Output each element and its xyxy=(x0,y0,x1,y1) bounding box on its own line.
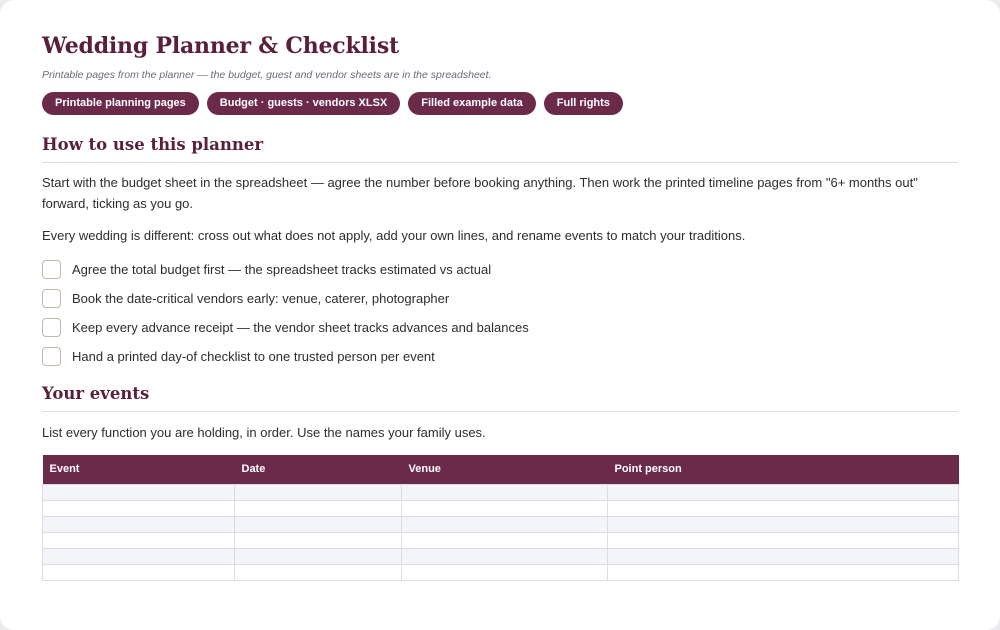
table-cell[interactable] xyxy=(235,532,402,548)
table-row xyxy=(43,564,959,580)
checklist-item-label: Keep every advance receipt — the vendor sheet tracks advances and balances xyxy=(72,320,529,335)
checklist-item-label: Book the date-critical vendors early: venue, caterer, photographer xyxy=(72,291,450,306)
page-title: Wedding Planner & Checklist xyxy=(42,33,399,59)
table-cell[interactable] xyxy=(402,564,608,580)
checkbox[interactable] xyxy=(42,260,61,279)
table-cell[interactable] xyxy=(235,516,402,532)
table-header-row xyxy=(43,455,959,484)
events-intro: List every function you are holding, in order. Use the names your family uses. xyxy=(42,425,486,440)
table-cell[interactable] xyxy=(608,484,959,500)
checkbox[interactable] xyxy=(42,347,61,366)
page-subtitle: Printable pages from the planner — the budget, guest and vendor sheets are in the spreadsheet. xyxy=(42,69,492,81)
tag-list xyxy=(42,92,958,115)
table-row xyxy=(43,500,959,516)
table-cell[interactable] xyxy=(608,564,959,580)
checkbox[interactable] xyxy=(42,289,61,308)
column-header-date: Date xyxy=(235,455,402,484)
checklist xyxy=(42,255,958,371)
tag-printable-pages: Printable planning pages xyxy=(42,92,199,115)
table-cell[interactable] xyxy=(235,484,402,500)
table-row xyxy=(43,548,959,564)
column-header-point-person: Point person xyxy=(608,455,959,484)
table-cell[interactable] xyxy=(402,484,608,500)
events-heading: Your events xyxy=(42,383,958,412)
table-cell[interactable] xyxy=(235,548,402,564)
column-header-event: Event xyxy=(43,455,235,484)
table-cell[interactable] xyxy=(402,532,608,548)
table-row xyxy=(43,532,959,548)
table-cell[interactable] xyxy=(43,516,235,532)
checklist-item xyxy=(42,255,958,284)
table-row xyxy=(43,516,959,532)
table-cell[interactable] xyxy=(235,564,402,580)
table-cell[interactable] xyxy=(402,516,608,532)
tag-budget-xlsx: Budget · guests · vendors XLSX xyxy=(207,92,400,115)
table-cell[interactable] xyxy=(608,500,959,516)
column-header-venue: Venue xyxy=(402,455,608,484)
how-to-paragraph: Every wedding is different: cross out what does not apply, add your own lines, and rename events to match your traditions. xyxy=(42,228,746,243)
table-cell[interactable] xyxy=(43,564,235,580)
table-cell[interactable] xyxy=(608,548,959,564)
checklist-item xyxy=(42,342,958,371)
checkbox[interactable] xyxy=(42,318,61,337)
table-cell[interactable] xyxy=(402,500,608,516)
checklist-item xyxy=(42,313,958,342)
how-to-heading: How to use this planner xyxy=(42,134,958,163)
table-cell[interactable] xyxy=(43,548,235,564)
table-cell[interactable] xyxy=(402,548,608,564)
tag-example-data: Filled example data xyxy=(408,92,535,115)
table-cell[interactable] xyxy=(43,500,235,516)
checklist-item-label: Agree the total budget first — the spreadsheet tracks estimated vs actual xyxy=(72,262,492,277)
checklist-item xyxy=(42,284,958,313)
tag-full-rights: Full rights xyxy=(544,92,623,115)
table-cell[interactable] xyxy=(608,532,959,548)
table-cell[interactable] xyxy=(43,532,235,548)
how-to-paragraph: Start with the budget sheet in the spreadsheet — agree the number before booking anything. Then work the printed timeline pages from "6+ months out" forward, ticking as you go. xyxy=(42,175,918,211)
table-row xyxy=(43,484,959,500)
checklist-item-label: Hand a printed day-of checklist to one trusted person per event xyxy=(72,349,435,364)
table-cell[interactable] xyxy=(235,500,402,516)
table-cell[interactable] xyxy=(43,484,235,500)
table-cell[interactable] xyxy=(608,516,959,532)
events-table xyxy=(42,455,959,581)
